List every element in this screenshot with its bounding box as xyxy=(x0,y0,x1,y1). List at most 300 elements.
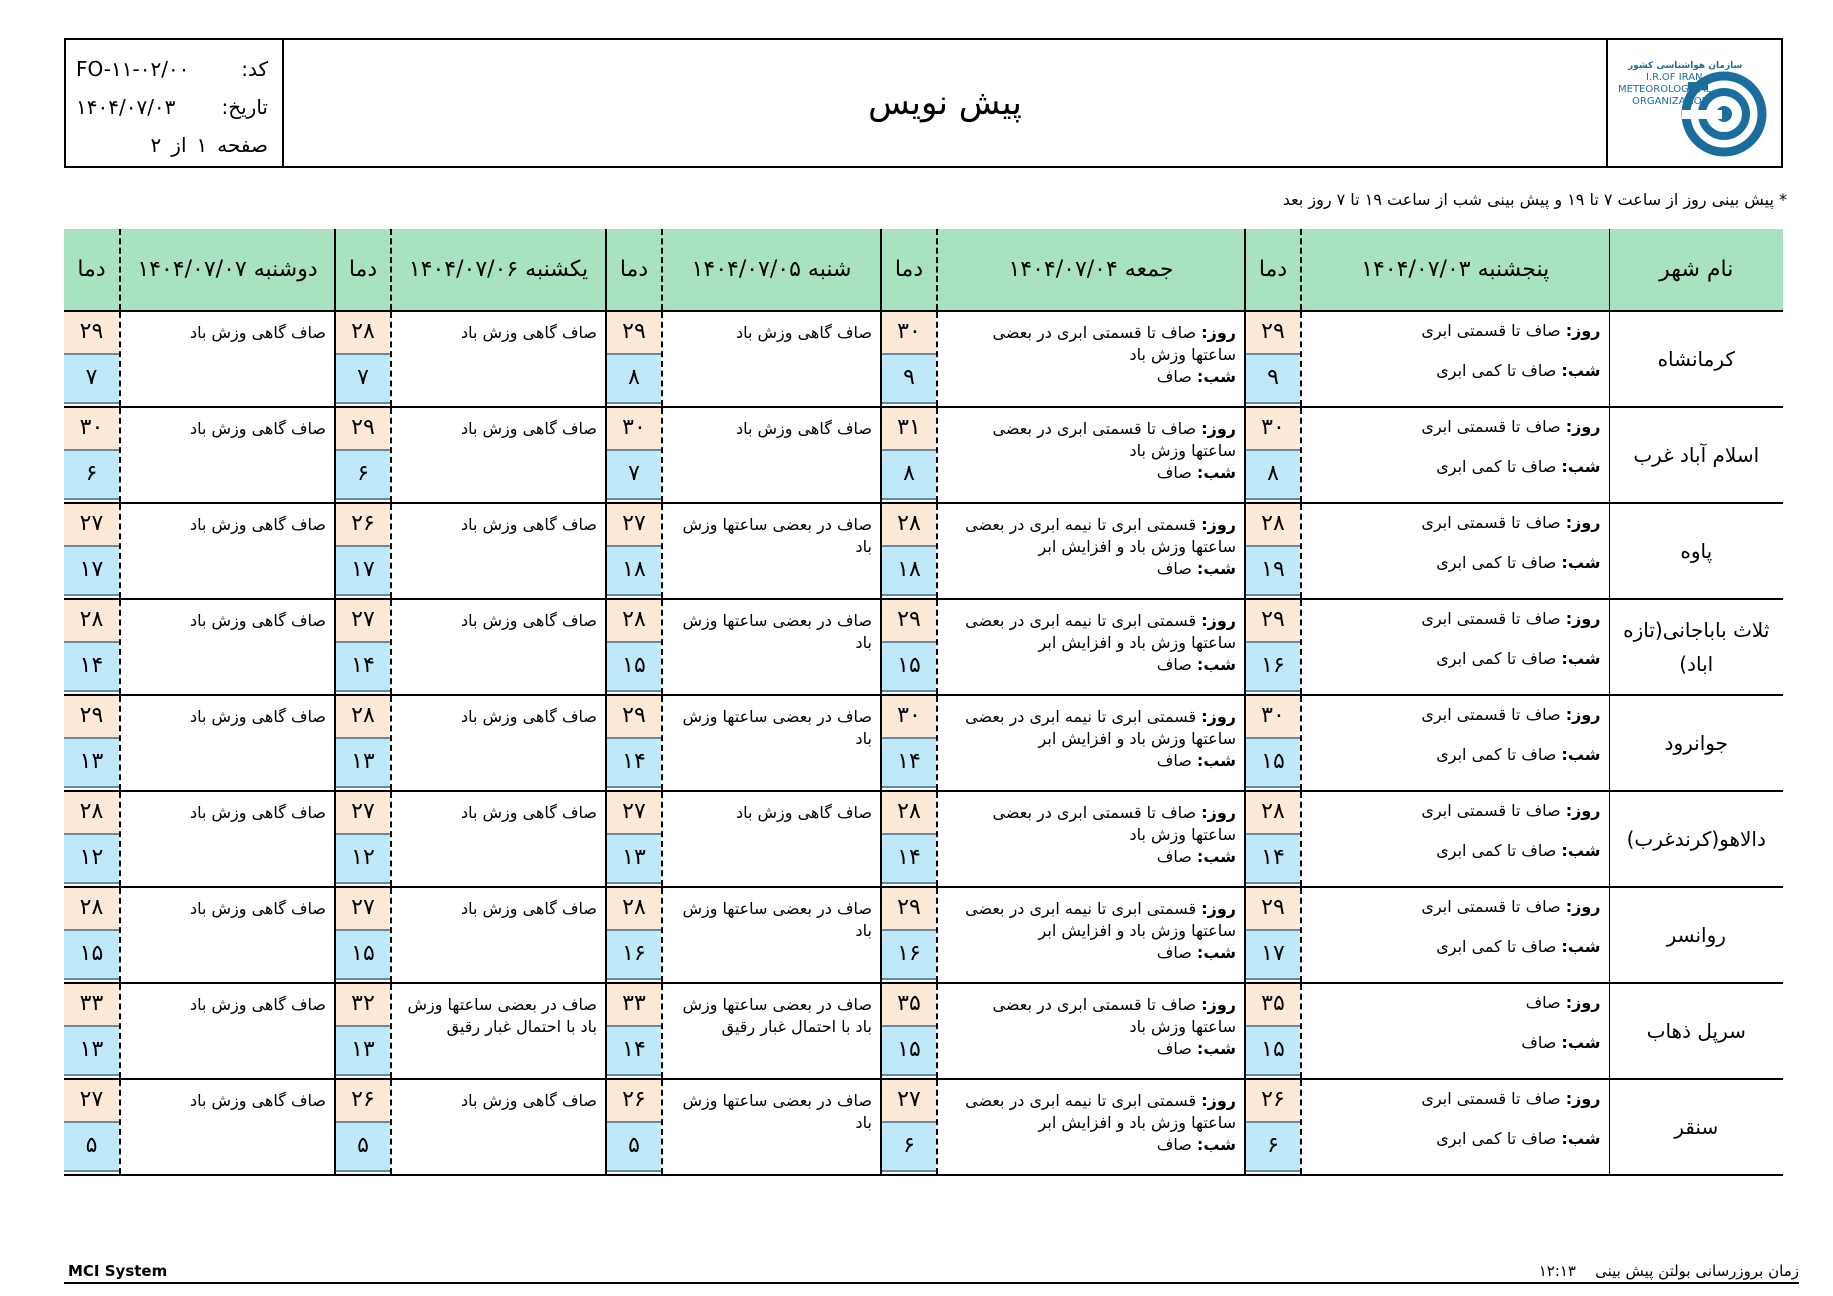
min-temp: ۱۷ xyxy=(336,547,390,596)
night-forecast: صاف xyxy=(1156,1135,1192,1154)
forecast-cell xyxy=(391,599,606,695)
night-forecast: صاف xyxy=(1156,1039,1192,1058)
forecast-cell xyxy=(391,983,606,1079)
night-forecast: صاف تا کمی ابری xyxy=(1436,1129,1557,1148)
col-day1: پنجشنبه ۱۴۰۴/۰۷/۰۳ xyxy=(1301,229,1609,311)
night-forecast: صاف xyxy=(1156,943,1192,962)
night-label: شب: xyxy=(1196,1135,1236,1154)
max-temp: ۲۹ xyxy=(64,312,119,355)
max-temp: ۲۸ xyxy=(64,792,119,835)
min-temp: ۱۳ xyxy=(336,739,390,788)
col-day5: دوشنبه ۱۴۰۴/۰۷/۰۷ xyxy=(120,229,335,311)
forecast-text: صاف در بعضی ساعتها وزش باد xyxy=(682,1091,872,1132)
temp-cell xyxy=(64,791,120,887)
forecast-cell xyxy=(662,311,881,407)
city-name: ثلاث باباجانی(تازه اباد) xyxy=(1609,599,1783,695)
min-temp: ۹ xyxy=(882,355,936,404)
min-temp: ۱۵ xyxy=(336,931,390,980)
forecast-cell xyxy=(391,791,606,887)
col-day3: شنبه ۱۴۰۴/۰۷/۰۵ xyxy=(662,229,881,311)
logo-text-en3: ORGANIZATION xyxy=(1632,96,1710,107)
min-temp: ۱۳ xyxy=(64,1027,119,1076)
document-header xyxy=(64,38,1783,168)
forecast-cell xyxy=(120,1079,335,1175)
min-temp: ۶ xyxy=(336,451,390,500)
day-forecast: صاف تا قسمتی ابری xyxy=(1421,417,1561,436)
min-temp: ۱۹ xyxy=(1246,547,1300,596)
temp-cell xyxy=(1245,311,1301,407)
night-label: شب: xyxy=(1561,1033,1601,1052)
max-temp: ۳۰ xyxy=(882,696,936,739)
night-label: شب: xyxy=(1196,847,1236,866)
night-label: شب: xyxy=(1196,559,1236,578)
night-label: شب: xyxy=(1561,361,1601,380)
temp-cell xyxy=(606,599,662,695)
night-forecast: صاف xyxy=(1156,559,1192,578)
temp-cell xyxy=(606,407,662,503)
forecast-cell-day2 xyxy=(937,791,1245,887)
forecast-cell xyxy=(662,887,881,983)
forecast-text: صاف گاهی وزش باد xyxy=(460,515,597,534)
code-label: کد: xyxy=(241,57,268,81)
day-forecast: صاف xyxy=(1525,993,1561,1012)
temp-cell xyxy=(1245,695,1301,791)
forecast-cell-day2 xyxy=(937,599,1245,695)
max-temp: ۲۸ xyxy=(64,600,119,643)
day-label: روز: xyxy=(1565,897,1601,916)
table-row xyxy=(64,791,1783,887)
min-temp: ۱۴ xyxy=(64,643,119,692)
day-label: روز: xyxy=(1565,417,1601,436)
max-temp: ۲۹ xyxy=(336,408,390,451)
forecast-text: صاف گاهی وزش باد xyxy=(189,803,326,822)
forecast-cell xyxy=(120,599,335,695)
forecast-text: صاف گاهی وزش باد xyxy=(189,515,326,534)
night-forecast: صاف تا کمی ابری xyxy=(1436,457,1557,476)
max-temp: ۲۶ xyxy=(336,504,390,547)
max-temp: ۳۳ xyxy=(607,984,661,1027)
temp-cell xyxy=(881,887,937,983)
forecast-text: صاف گاهی وزش باد xyxy=(735,803,872,822)
min-temp: ۶ xyxy=(1246,1123,1300,1172)
min-temp: ۱۵ xyxy=(1246,739,1300,788)
temp-cell xyxy=(335,599,391,695)
max-temp: ۲۸ xyxy=(336,312,390,355)
max-temp: ۲۸ xyxy=(607,888,661,931)
max-temp: ۲۶ xyxy=(1246,1080,1300,1123)
forecast-text: صاف گاهی وزش باد xyxy=(189,611,326,630)
day-label: روز: xyxy=(1201,515,1236,534)
day-label: روز: xyxy=(1201,899,1236,918)
min-temp: ۷ xyxy=(64,355,119,404)
temp-cell xyxy=(64,407,120,503)
night-forecast: صاف تا کمی ابری xyxy=(1436,745,1557,764)
temp-cell xyxy=(335,887,391,983)
day-label: روز: xyxy=(1565,705,1601,724)
date-value: ۱۴۰۴/۰۷/۰۳ xyxy=(76,95,176,119)
night-label: شب: xyxy=(1196,1039,1236,1058)
table-header-row xyxy=(64,229,1783,311)
col-day3-temp: دما xyxy=(606,229,662,311)
max-temp: ۲۷ xyxy=(882,1080,936,1123)
col-day2: جمعه ۱۴۰۴/۰۷/۰۴ xyxy=(937,229,1245,311)
night-label: شب: xyxy=(1561,937,1601,956)
forecast-text: صاف گاهی وزش باد xyxy=(460,611,597,630)
temp-cell xyxy=(1245,1079,1301,1175)
day-label: روز: xyxy=(1201,995,1236,1014)
forecast-cell-day1 xyxy=(1301,887,1609,983)
col-day1-temp: دما xyxy=(1245,229,1301,311)
col-city: نام شهر xyxy=(1609,229,1783,311)
logo-text-en1: I.R.OF IRAN xyxy=(1646,72,1703,83)
day-forecast: صاف تا قسمتی ابری در بعضی ساعتها وزش باد xyxy=(992,419,1236,460)
city-name: روانسر xyxy=(1609,887,1783,983)
col-day4: یکشنبه ۱۴۰۴/۰۷/۰۶ xyxy=(391,229,606,311)
night-label: شب: xyxy=(1561,457,1601,476)
forecast-text: صاف گاهی وزش باد xyxy=(189,419,326,438)
forecast-cell xyxy=(662,599,881,695)
temp-cell xyxy=(1245,983,1301,1079)
max-temp: ۳۰ xyxy=(1246,696,1300,739)
temp-cell xyxy=(335,983,391,1079)
city-name: اسلام آباد غرب xyxy=(1609,407,1783,503)
forecast-cell xyxy=(662,1079,881,1175)
forecast-text: صاف در بعضی ساعتها وزش باد با احتمال غبار رقیق xyxy=(682,995,872,1036)
max-temp: ۳۰ xyxy=(1246,408,1300,451)
forecast-cell-day2 xyxy=(937,695,1245,791)
day-forecast: صاف تا قسمتی ابری در بعضی ساعتها وزش باد xyxy=(992,323,1236,364)
night-label: شب: xyxy=(1196,463,1236,482)
forecast-cell-day2 xyxy=(937,983,1245,1079)
logo-text-fa: سازمان هواشناسی کشور xyxy=(1628,61,1743,71)
day-forecast: قسمتی ابری تا نیمه ابری در بعضی ساعتها وزش باد و افزایش ابر xyxy=(965,1091,1236,1132)
max-temp: ۲۶ xyxy=(336,1080,390,1123)
min-temp: ۱۶ xyxy=(1246,643,1300,692)
col-day5-temp: دما xyxy=(64,229,120,311)
max-temp: ۲۹ xyxy=(64,696,119,739)
temp-cell xyxy=(64,599,120,695)
table-row xyxy=(64,695,1783,791)
max-temp: ۲۸ xyxy=(607,600,661,643)
day-forecast: صاف تا قسمتی ابری xyxy=(1421,1089,1561,1108)
day-forecast: صاف تا قسمتی ابری در بعضی ساعتها وزش باد xyxy=(992,803,1236,844)
temp-cell xyxy=(881,407,937,503)
table-row xyxy=(64,1079,1783,1175)
max-temp: ۲۹ xyxy=(607,312,661,355)
temp-cell xyxy=(1245,887,1301,983)
temp-cell xyxy=(64,311,120,407)
forecast-text: صاف در بعضی ساعتها وزش باد با احتمال غبار رقیق xyxy=(407,995,597,1036)
max-temp: ۲۹ xyxy=(607,696,661,739)
night-label: شب: xyxy=(1561,745,1601,764)
night-forecast: صاف xyxy=(1156,367,1192,386)
night-label: شب: xyxy=(1561,649,1601,668)
city-name: سنقر xyxy=(1609,1079,1783,1175)
page-of: از xyxy=(171,133,187,157)
page-current: ۱ xyxy=(196,133,208,157)
min-temp: ۱۵ xyxy=(64,931,119,980)
min-temp: ۱۳ xyxy=(64,739,119,788)
temp-cell xyxy=(64,695,120,791)
temp-cell xyxy=(881,1079,937,1175)
max-temp: ۲۹ xyxy=(1246,600,1300,643)
temp-cell xyxy=(1245,407,1301,503)
day-label: روز: xyxy=(1201,803,1236,822)
day-label: روز: xyxy=(1565,513,1601,532)
forecast-text: صاف گاهی وزش باد xyxy=(460,1091,597,1110)
update-value: ۱۲:۱۳ xyxy=(1538,1262,1576,1280)
col-day4-temp: دما xyxy=(335,229,391,311)
min-temp: ۱۳ xyxy=(336,1027,390,1076)
temp-cell xyxy=(335,311,391,407)
forecast-cell xyxy=(391,311,606,407)
min-temp: ۵ xyxy=(336,1123,390,1172)
min-temp: ۱۴ xyxy=(607,1027,661,1076)
day-forecast: قسمتی ابری تا نیمه ابری در بعضی ساعتها وزش باد و افزایش ابر xyxy=(965,899,1236,940)
temp-cell xyxy=(881,599,937,695)
night-forecast: صاف تا کمی ابری xyxy=(1436,553,1557,572)
min-temp: ۷ xyxy=(336,355,390,404)
night-forecast: صاف xyxy=(1521,1033,1557,1052)
forecast-cell-day2 xyxy=(937,1079,1245,1175)
update-label: زمان بروزرسانی بولتن پیش بینی xyxy=(1595,1262,1799,1280)
day-label: روز: xyxy=(1201,611,1236,630)
min-temp: ۵ xyxy=(64,1123,119,1172)
forecast-text: صاف در بعضی ساعتها وزش باد xyxy=(682,899,872,940)
day-label: روز: xyxy=(1565,1089,1601,1108)
forecast-text: صاف گاهی وزش باد xyxy=(189,707,326,726)
temp-cell xyxy=(606,791,662,887)
min-temp: ۱۸ xyxy=(607,547,661,596)
day-label: روز: xyxy=(1201,323,1236,342)
min-temp: ۱۸ xyxy=(882,547,936,596)
forecast-text: صاف در بعضی ساعتها وزش باد xyxy=(682,515,872,556)
forecast-cell-day2 xyxy=(937,503,1245,599)
forecast-text: صاف گاهی وزش باد xyxy=(189,995,326,1014)
min-temp: ۶ xyxy=(882,1123,936,1172)
night-label: شب: xyxy=(1561,1129,1601,1148)
min-temp: ۱۴ xyxy=(882,739,936,788)
footer xyxy=(64,1262,1799,1284)
forecast-table xyxy=(64,229,1783,1176)
max-temp: ۳۰ xyxy=(607,408,661,451)
max-temp: ۲۷ xyxy=(336,600,390,643)
min-temp: ۸ xyxy=(607,355,661,404)
temp-cell xyxy=(881,983,937,1079)
temp-cell xyxy=(1245,791,1301,887)
day-forecast: صاف تا قسمتی ابری در بعضی ساعتها وزش باد xyxy=(992,995,1236,1036)
logo-text-en2: METEOROLOGICAL xyxy=(1618,84,1712,95)
forecast-cell-day2 xyxy=(937,311,1245,407)
forecast-cell-day1 xyxy=(1301,1079,1609,1175)
max-temp: ۲۶ xyxy=(607,1080,661,1123)
min-temp: ۱۷ xyxy=(1246,931,1300,980)
max-temp: ۲۹ xyxy=(1246,888,1300,931)
temp-cell xyxy=(64,887,120,983)
max-temp: ۳۰ xyxy=(882,312,936,355)
forecast-text: صاف گاهی وزش باد xyxy=(189,323,326,342)
max-temp: ۲۸ xyxy=(882,792,936,835)
day-label: روز: xyxy=(1201,419,1236,438)
max-temp: ۳۵ xyxy=(882,984,936,1027)
day-label: روز: xyxy=(1565,801,1601,820)
max-temp: ۲۷ xyxy=(64,1080,119,1123)
city-name: جوانرود xyxy=(1609,695,1783,791)
temp-cell xyxy=(881,695,937,791)
night-forecast: صاف xyxy=(1156,847,1192,866)
min-temp: ۱۷ xyxy=(64,547,119,596)
day-forecast: صاف تا قسمتی ابری xyxy=(1421,513,1561,532)
day-forecast: صاف تا قسمتی ابری xyxy=(1421,801,1561,820)
temp-cell xyxy=(64,1079,120,1175)
forecast-text: صاف گاهی وزش باد xyxy=(460,803,597,822)
day-label: روز: xyxy=(1565,321,1601,340)
temp-cell xyxy=(335,407,391,503)
forecast-cell xyxy=(662,791,881,887)
min-temp: ۱۶ xyxy=(882,931,936,980)
forecast-cell-day2 xyxy=(937,887,1245,983)
night-forecast: صاف تا کمی ابری xyxy=(1436,649,1557,668)
forecast-text: صاف گاهی وزش باد xyxy=(189,899,326,918)
table-row xyxy=(64,887,1783,983)
max-temp: ۲۷ xyxy=(336,888,390,931)
max-temp: ۳۳ xyxy=(64,984,119,1027)
night-label: شب: xyxy=(1196,943,1236,962)
day-forecast: صاف تا قسمتی ابری xyxy=(1421,897,1561,916)
night-label: شب: xyxy=(1561,553,1601,572)
night-label: شب: xyxy=(1196,655,1236,674)
page-label: صفحه xyxy=(217,133,268,157)
forecast-cell-day1 xyxy=(1301,407,1609,503)
temp-cell xyxy=(1245,503,1301,599)
code-value: FO-۱۱-۰۲/۰۰ xyxy=(76,57,190,81)
table-row xyxy=(64,599,1783,695)
table-row xyxy=(64,407,1783,503)
max-temp: ۲۸ xyxy=(64,888,119,931)
max-temp: ۲۹ xyxy=(882,888,936,931)
city-name: سرپل ذهاب xyxy=(1609,983,1783,1079)
forecast-cell xyxy=(391,503,606,599)
day-label: روز: xyxy=(1201,707,1236,726)
min-temp: ۱۶ xyxy=(607,931,661,980)
table-row xyxy=(64,983,1783,1079)
forecast-cell-day1 xyxy=(1301,983,1609,1079)
min-temp: ۸ xyxy=(1246,451,1300,500)
temp-cell xyxy=(335,695,391,791)
max-temp: ۳۲ xyxy=(336,984,390,1027)
forecast-cell-day1 xyxy=(1301,503,1609,599)
night-forecast: صاف xyxy=(1156,655,1192,674)
forecast-cell-day1 xyxy=(1301,599,1609,695)
day-forecast: قسمتی ابری تا نیمه ابری در بعضی ساعتها وزش باد و افزایش ابر xyxy=(965,611,1236,652)
temp-cell xyxy=(335,503,391,599)
forecast-cell xyxy=(391,407,606,503)
forecast-text: صاف گاهی وزش باد xyxy=(735,419,872,438)
temp-cell xyxy=(606,983,662,1079)
forecast-text: صاف در بعضی ساعتها وزش باد xyxy=(682,611,872,652)
max-temp: ۲۸ xyxy=(882,504,936,547)
night-forecast: صاف تا کمی ابری xyxy=(1436,937,1557,956)
min-temp: ۱۲ xyxy=(336,835,390,884)
day-label: روز: xyxy=(1565,993,1601,1012)
temp-cell xyxy=(335,1079,391,1175)
temp-cell xyxy=(881,311,937,407)
forecast-note: * پیش بینی روز از ساعت ۷ تا ۱۹ و پیش بینی شب از ساعت ۱۹ تا ۷ روز بعد xyxy=(1282,190,1787,209)
temp-cell xyxy=(64,503,120,599)
day-forecast: صاف تا قسمتی ابری xyxy=(1421,609,1561,628)
city-name: پاوه xyxy=(1609,503,1783,599)
forecast-cell xyxy=(120,887,335,983)
system-name: MCI System xyxy=(68,1262,168,1280)
forecast-text: صاف در بعضی ساعتها وزش باد xyxy=(682,707,872,748)
date-label: تاریخ: xyxy=(221,95,268,119)
forecast-text: صاف گاهی وزش باد xyxy=(189,1091,326,1110)
temp-cell xyxy=(606,311,662,407)
min-temp: ۱۵ xyxy=(882,1027,936,1076)
temp-cell xyxy=(64,983,120,1079)
min-temp: ۱۴ xyxy=(607,739,661,788)
min-temp: ۱۳ xyxy=(607,835,661,884)
forecast-cell xyxy=(391,695,606,791)
temp-cell xyxy=(606,1079,662,1175)
forecast-cell xyxy=(120,503,335,599)
min-temp: ۵ xyxy=(607,1123,661,1172)
forecast-cell xyxy=(391,1079,606,1175)
forecast-cell-day1 xyxy=(1301,311,1609,407)
forecast-cell xyxy=(120,695,335,791)
temp-cell xyxy=(335,791,391,887)
forecast-text: صاف گاهی وزش باد xyxy=(460,419,597,438)
min-temp: ۸ xyxy=(882,451,936,500)
day-label: روز: xyxy=(1201,1091,1236,1110)
temp-cell xyxy=(606,695,662,791)
min-temp: ۱۴ xyxy=(882,835,936,884)
min-temp: ۷ xyxy=(607,451,661,500)
day-label: روز: xyxy=(1565,609,1601,628)
col-day2-temp: دما xyxy=(881,229,937,311)
page-title: پیش نویس xyxy=(868,83,1022,123)
document-meta xyxy=(66,40,284,166)
max-temp: ۲۸ xyxy=(1246,504,1300,547)
max-temp: ۲۷ xyxy=(64,504,119,547)
day-forecast: قسمتی ابری تا نیمه ابری در بعضی ساعتها وزش باد و افزایش ابر xyxy=(965,515,1236,556)
temp-cell xyxy=(1245,599,1301,695)
max-temp: ۲۷ xyxy=(607,504,661,547)
night-forecast: صاف تا کمی ابری xyxy=(1436,361,1557,380)
forecast-cell xyxy=(662,503,881,599)
update-time xyxy=(1539,1262,1799,1280)
max-temp: ۲۹ xyxy=(882,600,936,643)
day-forecast: صاف تا قسمتی ابری xyxy=(1421,321,1561,340)
max-temp: ۳۰ xyxy=(64,408,119,451)
forecast-cell xyxy=(120,791,335,887)
max-temp: ۳۱ xyxy=(882,408,936,451)
table-row xyxy=(64,311,1783,407)
min-temp: ۹ xyxy=(1246,355,1300,404)
min-temp: ۱۲ xyxy=(64,835,119,884)
max-temp: ۲۸ xyxy=(1246,792,1300,835)
forecast-cell xyxy=(120,311,335,407)
city-name: دالاهو(کرندغرب) xyxy=(1609,791,1783,887)
organization-logo xyxy=(1606,40,1781,166)
min-temp: ۱۴ xyxy=(336,643,390,692)
forecast-text: صاف گاهی وزش باد xyxy=(460,899,597,918)
temp-cell xyxy=(881,503,937,599)
forecast-cell xyxy=(662,695,881,791)
forecast-cell-day1 xyxy=(1301,695,1609,791)
forecast-text: صاف گاهی وزش باد xyxy=(460,323,597,342)
forecast-cell xyxy=(120,407,335,503)
